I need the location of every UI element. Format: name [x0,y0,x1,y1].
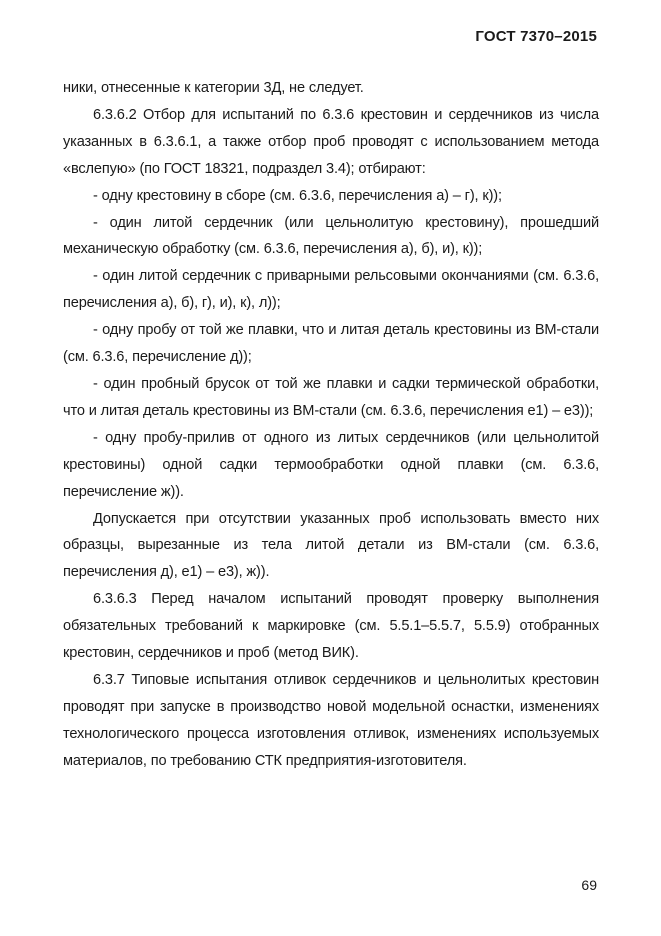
paragraph-allowance: Допускается при отсутствии указанных проб использовать вместо них образцы, вырезанные из тела литой детали из ВМ-стали (см. 6.3.6, перечисления д), е1) – е3), ж)). [63,510,599,581]
list-item-cast-core: - один литой сердечник (или цельнолитую крестовину), прошедший механическую обработку (см. 6.3.6, перечисления а), б), и), к)); [63,214,599,258]
list-item-welded-core: - один литой сердечник с приварными рельсовыми окончаниями (см. 6.3.6, перечисления а), б), г), и), к), л)); [63,268,599,312]
list-item-sample-melt: - одну пробу от той же плавки, что и литая деталь крестовины из ВМ-стали (см. 6.3.6, перечисление д)); [63,322,599,366]
paragraph-continuation: ники, отнесенные к категории 3Д, не следует. [63,80,364,96]
paragraph-6-3-6-2: 6.3.6.2 Отбор для испытаний по 6.3.6 крестовин и сердечников из числа указанных в 6.3.6.1, а также отбор проб проводят с использованием метода «вслепую» (по ГОСТ 18321, подраздел 3.4); отбирают: [63,106,599,177]
paragraph-6-3-6-3: 6.3.6.3 Перед началом испытаний проводят проверку выполнения обязательных требований к маркировке (см. 5.5.1–5.5.7, 5.5.9) отобранных крестовин, сердечников и проб (метод ВИК). [63,591,599,662]
list-item-attached-sample: - одну пробу-прилив от одного из литых сердечников (или цельнолитой крестовины) одной садки термообработки одной плавки (см. 6.3.6, перечисление ж)). [63,429,599,500]
document-body [63,75,599,775]
paragraph-6-3-7: 6.3.7 Типовые испытания отливок сердечников и цельнолитых крестовин проводят при запуске в производство новой модельной оснастки, изменениях технологического процесса изготовления отливок, изменениях используемых материалов, по требованию СТК предприятия-изготовителя. [63,671,599,769]
document-header: ГОСТ 7370–2015 [475,28,597,45]
list-item-test-bar: - один пробный брусок от той же плавки и садки термической обработки, что и литая деталь крестовины из ВМ-стали (см. 6.3.6, перечисления е1) – е3)); [63,375,599,419]
page-number: 69 [581,877,597,893]
list-item-assembly: - одну крестовину в сборе (см. 6.3.6, перечисления а) – г), к)); [93,187,502,204]
